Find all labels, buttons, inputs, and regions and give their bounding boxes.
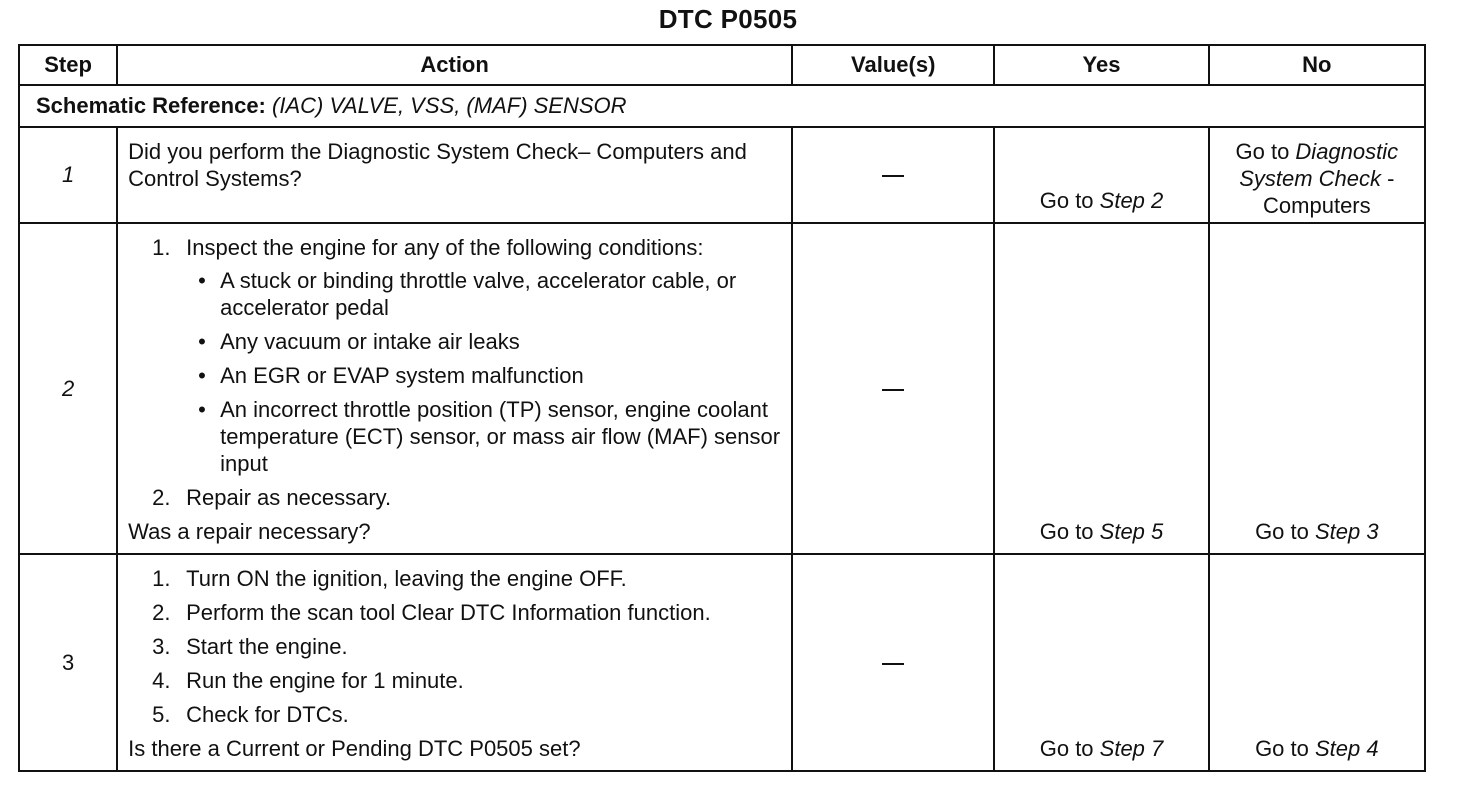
list-item: • Any vacuum or intake air leaks [186, 328, 783, 355]
item-text: Run the engine for 1 minute. [186, 668, 464, 693]
yes-prefix: Go to [1039, 519, 1100, 544]
item-number: 5. [152, 702, 171, 727]
value-dash [882, 663, 904, 665]
no-link[interactable]: Step 3 [1314, 519, 1379, 544]
list-item: • An incorrect throttle position (TP) sensor, engine coolant temperature (ECT) sensor, or mass air flow (MAF) sensor input [186, 396, 783, 477]
table-row [19, 127, 1425, 223]
step-number: 1 [19, 127, 117, 223]
action-text: Did you perform the Diagnostic System Check– Computers and Control Systems? [128, 139, 747, 191]
schematic-label: Schematic Reference: [36, 93, 266, 118]
yes-link[interactable]: Step 2 [1099, 188, 1164, 213]
table-row [19, 554, 1425, 771]
list-item: • An EGR or EVAP system malfunction [186, 362, 783, 389]
schematic-value: (IAC) VALVE, VSS, (MAF) SENSOR [272, 93, 627, 118]
item-text: Repair as necessary. [186, 485, 392, 510]
no-link[interactable]: Step 4 [1314, 736, 1379, 761]
yes-prefix: Go to [1039, 188, 1100, 213]
list-item: • A stuck or binding throttle valve, accelerator cable, or accelerator pedal [186, 267, 783, 321]
header-no: No [1209, 45, 1425, 85]
no-prefix: Go to [1255, 519, 1315, 544]
no-cell [1209, 223, 1425, 554]
header-yes: Yes [994, 45, 1208, 85]
item-text: Perform the scan tool Clear DTC Information function. [186, 600, 711, 625]
no-cell [1209, 127, 1425, 223]
table-row [19, 223, 1425, 554]
diagnostic-table [18, 44, 1426, 772]
condition-list [186, 267, 783, 477]
item-text: Inspect the engine for any of the following conditions: [186, 235, 704, 260]
no-prefix: Go to [1255, 736, 1315, 761]
list-item [128, 484, 783, 511]
no-prefix: Go to [1235, 139, 1296, 164]
action-steps [128, 234, 783, 511]
yes-cell [994, 127, 1208, 223]
list-item [128, 565, 783, 592]
item-number: 2. [152, 600, 171, 625]
item-number: 3. [152, 634, 171, 659]
list-item [128, 633, 783, 660]
item-number: 1. [152, 566, 171, 591]
schematic-reference [19, 85, 1425, 127]
list-item [128, 701, 783, 728]
action-cell [117, 554, 792, 771]
yes-cell [994, 554, 1208, 771]
yes-cell [994, 223, 1208, 554]
value-dash [882, 175, 904, 177]
value-cell [792, 127, 994, 223]
action-cell [117, 223, 792, 554]
no-link[interactable]: Diagnostic System Check [1239, 139, 1399, 191]
page-title: DTC P0505 [658, 4, 798, 34]
item-number: 2. [152, 485, 171, 510]
list-item [128, 599, 783, 626]
yes-link[interactable]: Step 5 [1099, 519, 1164, 544]
item-text: Turn ON the ignition, leaving the engine OFF. [186, 566, 627, 591]
header-action: Action [117, 45, 792, 85]
no-cell [1209, 554, 1425, 771]
item-number: 4. [152, 668, 171, 693]
step-number: 3 [19, 554, 117, 771]
action-cell [117, 127, 792, 223]
step-question: Is there a Current or Pending DTC P0505 set? [128, 736, 581, 761]
value-cell [792, 223, 994, 554]
step-question: Was a repair necessary? [128, 519, 371, 544]
no-suffix: - Computers [1263, 166, 1395, 218]
yes-prefix: Go to [1039, 736, 1100, 761]
header-row [19, 45, 1425, 85]
header-values: Value(s) [792, 45, 994, 85]
step-number: 2 [19, 223, 117, 554]
value-cell [792, 554, 994, 771]
item-number: 1. [152, 235, 171, 260]
item-text: Check for DTCs. [186, 702, 349, 727]
header-step: Step [19, 45, 117, 85]
schematic-row [19, 85, 1425, 127]
list-item [128, 667, 783, 694]
yes-link[interactable]: Step 7 [1099, 736, 1164, 761]
item-text: Start the engine. [186, 634, 348, 659]
value-dash [882, 389, 904, 391]
action-steps [128, 565, 783, 728]
list-item [128, 234, 783, 477]
